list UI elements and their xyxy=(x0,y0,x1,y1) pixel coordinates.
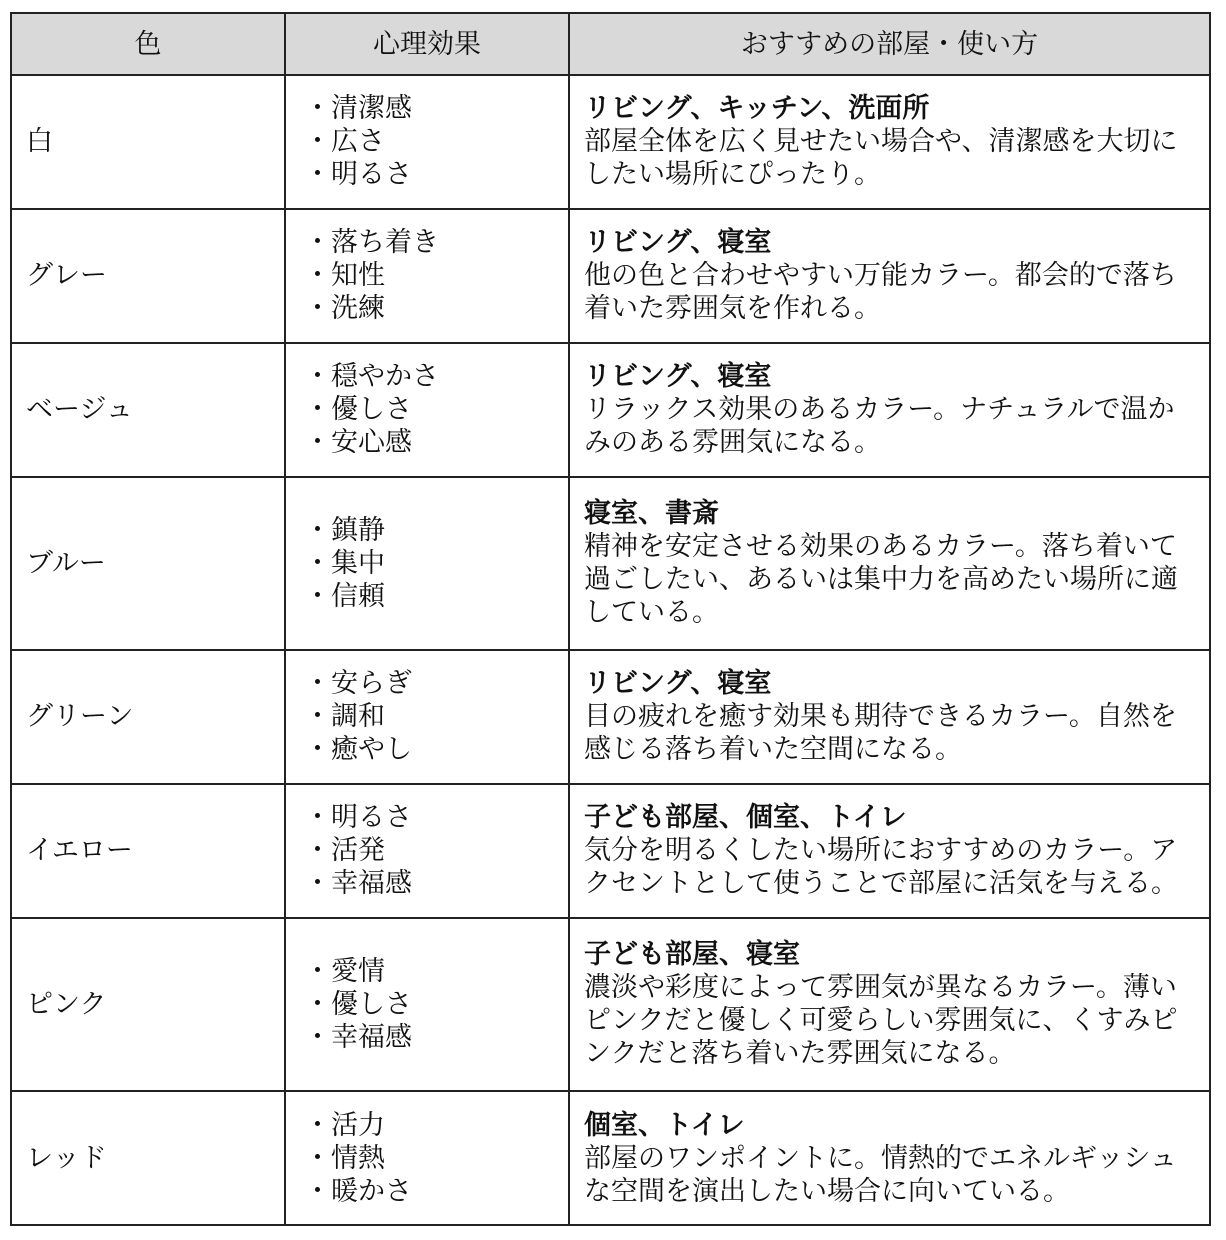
color-name: ブルー xyxy=(11,477,285,650)
room-usage xyxy=(569,650,1210,784)
effect-item: ・ 情熱 xyxy=(304,1142,568,1175)
usage-description: 部屋全体を広く見せたい場合や、清潔感を大切にしたい場所にぴったり。 xyxy=(584,126,1178,191)
effect-item: ・ 広さ xyxy=(304,125,568,158)
effect-item: ・ 調和 xyxy=(304,700,568,733)
color-name: ピンク xyxy=(11,918,285,1091)
effect-list xyxy=(285,343,569,477)
recommended-rooms: 個室、トイレ xyxy=(584,1109,745,1141)
table-row xyxy=(11,650,1210,784)
color-psychology-table xyxy=(10,12,1211,1226)
room-usage xyxy=(569,209,1210,343)
effect-list xyxy=(285,209,569,343)
color-name: グレー xyxy=(11,209,285,343)
effect-item: ・ 癒やし xyxy=(304,733,568,766)
recommended-rooms: 子ども部屋、個室、トイレ xyxy=(584,802,907,834)
recommended-rooms: リビング、キッチン、洗面所 xyxy=(584,93,930,125)
effect-item: ・ 洗練 xyxy=(304,292,568,325)
table-row xyxy=(11,343,1210,477)
color-name: グリーン xyxy=(11,650,285,784)
effect-list xyxy=(285,1091,569,1225)
table-row xyxy=(11,209,1210,343)
effect-list xyxy=(285,918,569,1091)
table-row xyxy=(11,918,1210,1091)
effect-item: ・ 清潔感 xyxy=(304,92,568,125)
effect-item: ・ 明るさ xyxy=(304,158,568,191)
effect-item: ・ 優しさ xyxy=(304,393,568,426)
color-name: レッド xyxy=(11,1091,285,1225)
recommended-rooms: リビング、寝室 xyxy=(584,668,772,700)
usage-description: 濃淡や彩度によって雰囲気が異なるカラー。薄いピンクだと優しく可愛らしい雰囲気に、くすみピンクだと落ち着いた雰囲気になる。 xyxy=(584,972,1178,1070)
usage-description: リラックス効果のあるカラー。ナチュラルで温かみのある雰囲気になる。 xyxy=(584,394,1175,459)
effect-item: ・ 信頼 xyxy=(304,580,568,613)
header-room: おすすめの部屋・使い方 xyxy=(569,13,1210,75)
effect-item: ・ 鎮静 xyxy=(304,514,568,547)
effect-item: ・ 安らぎ xyxy=(304,667,568,700)
effect-item: ・ 活力 xyxy=(304,1109,568,1142)
room-usage xyxy=(569,784,1210,918)
color-name: ベージュ xyxy=(11,343,285,477)
usage-description: 目の疲れを癒す効果も期待できるカラー。自然を感じる落ち着いた空間になる。 xyxy=(584,701,1177,766)
recommended-rooms: リビング、寝室 xyxy=(584,361,772,393)
effect-item: ・ 明るさ xyxy=(304,801,568,834)
room-usage xyxy=(569,75,1210,209)
usage-description: 気分を明るくしたい場所におすすめのカラー。アクセントとして使うことで部屋に活気を与える。 xyxy=(584,835,1178,900)
effect-item: ・ 愛情 xyxy=(304,955,568,988)
header-effect: 心理効果 xyxy=(285,13,569,75)
effect-item: ・ 幸福感 xyxy=(304,867,568,900)
room-usage xyxy=(569,343,1210,477)
header-color: 色 xyxy=(11,13,285,75)
effect-item: ・ 穏やかさ xyxy=(304,360,568,393)
effect-item: ・ 活発 xyxy=(304,834,568,867)
room-usage xyxy=(569,477,1210,650)
color-name: 白 xyxy=(11,75,285,209)
recommended-rooms: 寝室、書斎 xyxy=(584,498,719,530)
room-usage xyxy=(569,1091,1210,1225)
effect-list xyxy=(285,650,569,784)
effect-item: ・ 集中 xyxy=(304,547,568,580)
usage-description: 部屋のワンポイントに。情熱的でエネルギッシュな空間を演出したい場合に向いている。 xyxy=(584,1142,1177,1207)
effect-list xyxy=(285,784,569,918)
effect-list xyxy=(285,75,569,209)
table-row xyxy=(11,75,1210,209)
table-row xyxy=(11,1091,1210,1225)
effect-item: ・ 優しさ xyxy=(304,988,568,1021)
recommended-rooms: 子ども部屋、寝室 xyxy=(584,939,800,971)
usage-description: 他の色と合わせやすい万能カラー。都会的で落ち着いた雰囲気を作れる。 xyxy=(584,260,1177,325)
effect-item: ・ 暖かさ xyxy=(304,1175,568,1208)
header-row xyxy=(11,13,1210,75)
table-row xyxy=(11,784,1210,918)
table-row xyxy=(11,477,1210,650)
recommended-rooms: リビング、寝室 xyxy=(584,227,772,259)
color-name: イエロー xyxy=(11,784,285,918)
effect-item: ・ 知性 xyxy=(304,259,568,292)
effect-item: ・ 幸福感 xyxy=(304,1021,568,1054)
usage-description: 精神を安定させる効果のあるカラー。落ち着いて過ごしたい、あるいは集中力を高めたい場所に適している。 xyxy=(584,531,1178,629)
effect-list xyxy=(285,477,569,650)
effect-item: ・ 落ち着き xyxy=(304,226,568,259)
effect-item: ・ 安心感 xyxy=(304,426,568,459)
room-usage xyxy=(569,918,1210,1091)
